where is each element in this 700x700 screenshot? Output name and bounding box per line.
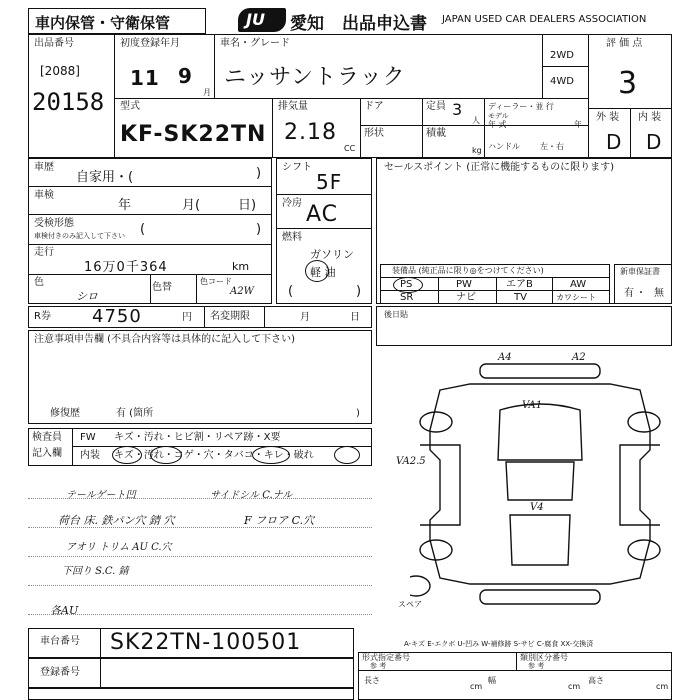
reg-number-label: 登録番号 [40, 667, 80, 678]
mark-circle [252, 446, 290, 464]
note-line-2b: F フロア C.穴 [244, 514, 315, 527]
equip-tv: TV [514, 292, 527, 303]
mileage-unit: km [232, 260, 250, 273]
repair-value: 有 (箇所 [116, 408, 154, 419]
note-line-3: アオリ トリム AU C.穴 [66, 542, 172, 553]
displacement-value: 2.18 [284, 120, 337, 145]
repair-label: 修復歴 [50, 408, 80, 419]
equip-ps-circle [393, 277, 423, 293]
mark-a2: A2 [572, 352, 586, 363]
rear-sticker-label: 後日貼 [384, 310, 408, 319]
width-label: 幅 [488, 676, 496, 685]
deadline-label: 名変期限 [210, 311, 250, 322]
capacity-unit: 人 [472, 116, 480, 125]
rear-sticker-box [376, 306, 672, 346]
model-type-label: 型式 [120, 101, 140, 112]
mark-circle [150, 446, 182, 464]
displacement-unit: CC [344, 144, 356, 153]
inspection-month: 月( [182, 198, 201, 213]
fuel-close: ) [356, 284, 362, 299]
load-unit: kg [472, 146, 482, 155]
aircon-label: 冷房 [282, 198, 302, 209]
damage-diagram [410, 350, 670, 620]
color-label: 色 [34, 277, 44, 288]
damage-legend: A-キズ E-エクボ U-凹み W-補修跡 S-サビ C-腐食 XX-交換済 [404, 640, 594, 648]
acceptance-note: 車検付きのみ記入して下さい [34, 232, 125, 240]
score-label: 評 価 点 [606, 38, 643, 49]
fuel-open: ( [288, 284, 294, 299]
registration-month: 9 [178, 64, 193, 88]
length-label: 長さ [364, 676, 380, 685]
ref-label-2: 参 考 [528, 662, 545, 670]
year-unit: 年 [574, 120, 582, 129]
ju-logo [238, 8, 286, 32]
interior-label: 内 装 [638, 112, 662, 123]
deadline-month: 月 [300, 312, 310, 323]
exterior-grade: D [606, 130, 623, 154]
shift-label: シフト [282, 162, 312, 173]
warranty-yes: 有 [624, 288, 634, 299]
height-unit: cm [656, 682, 669, 691]
equip-aw: AW [570, 279, 587, 290]
mark-a4: A4 [498, 352, 512, 363]
color-code: A2W [230, 286, 254, 297]
venue-name: 愛知 [290, 14, 324, 34]
aircon-value: AC [306, 202, 339, 227]
inspection-day: 日) [238, 198, 257, 213]
mark-va2: VA2.5 [396, 456, 426, 467]
fuel-diesel: 軽 油 [310, 266, 336, 279]
inspection-year: 年 [118, 198, 132, 213]
history-close: ) [256, 166, 262, 181]
mark-va1: VA1 [522, 400, 543, 411]
storage-type: 車内保管・守衛保管 [35, 14, 171, 32]
interior-grade: D [646, 130, 663, 154]
width-unit: cm [568, 682, 581, 691]
repair-close: ) [356, 408, 360, 419]
note-line-4: 下回り S.C. 錆 [62, 566, 129, 577]
capacity-label: 定員 [426, 101, 446, 112]
history-label: 車歴 [34, 162, 54, 173]
history-value: 自家用・( [76, 170, 134, 185]
model-year-label: 年 式 [488, 120, 507, 129]
category-number-label: 類別区分番号 [520, 653, 568, 662]
equip-sr: SR [400, 292, 414, 303]
inspector-label-1: 検査員 [32, 432, 62, 443]
inspector-label-2: 記入欄 [32, 448, 62, 459]
interior-check-items: キズ・汚れ・コゲ・穴・タバコ・キレ・破れ [114, 450, 314, 461]
first-registration-label: 初度登録年月 [120, 38, 180, 49]
type-designation-label: 形式指定番号 [362, 653, 410, 662]
lot-label: 出品番号 [34, 38, 74, 49]
warranty-no: 無 [654, 288, 664, 299]
bottom-row [28, 688, 354, 700]
equipment-label: 装備品 (純正品に限り◎をつけてください) [392, 266, 544, 275]
exterior-label: 外 装 [596, 112, 620, 123]
note-line-1a: テールゲート凹 [66, 490, 136, 501]
mileage-label: 走行 [34, 247, 54, 258]
recycle-value: 4750 [92, 306, 142, 327]
recycle-row [28, 306, 372, 328]
lot-sub-number: [2088] [40, 64, 80, 78]
fw-label: FW [80, 432, 96, 443]
note-line-2a: 荷台 床. 鉄パン穴 錆 穴 [58, 514, 175, 527]
car-name-value: ニッサントラック [224, 65, 406, 90]
drive-2wd: 2WD [550, 50, 574, 61]
color-code-label: 色コード [200, 277, 232, 286]
fw-items: キズ・汚れ・ヒビ割・リペア跡・X要 [114, 432, 281, 443]
registration-year: 11 [130, 66, 160, 90]
equip-ps: PS [400, 279, 413, 290]
acceptance-close: ) [256, 222, 262, 237]
chassis-value: SK22TN-100501 [110, 630, 302, 655]
load-label: 積載 [426, 128, 446, 139]
handle-label: ハンドル [488, 142, 520, 151]
acceptance-label: 受検形態 [34, 218, 74, 229]
notes-label: 注意事項申告欄 (不具合内容等は具体的に記入して下さい) [34, 334, 295, 345]
displacement-label: 排気量 [278, 101, 308, 112]
shift-value: 5F [316, 170, 343, 194]
equip-airbag: エアB [506, 279, 533, 290]
car-name-label: 車名・グレード [220, 38, 290, 49]
fuel-gasoline: ガソリン [310, 248, 354, 261]
equip-pw: PW [456, 279, 472, 290]
note-line-1b: サイドシル C.ナル [210, 490, 293, 501]
ju-logo-text: JU [246, 10, 265, 29]
model-year-small: モデル [488, 112, 509, 120]
handle-options: 左・右 [540, 142, 564, 151]
height-label: 高さ [588, 676, 604, 685]
ref-label-1: 参 考 [370, 662, 387, 670]
model-type-value: KF-SK22TN [120, 122, 267, 147]
fuel-circle-mark [305, 260, 329, 282]
note-line-5: 各AU [50, 604, 79, 617]
mark-circle [334, 446, 360, 464]
warranty-dot: ・ [636, 288, 646, 299]
sales-points-label: セールスポイント (正常に機能するものに限ります) [384, 162, 615, 173]
equip-seat: カワシート [556, 293, 596, 302]
length-unit: cm [470, 682, 483, 691]
recycle-unit: 円 [182, 312, 192, 323]
lot-number: 20158 [32, 88, 105, 116]
shape-label: 形状 [364, 128, 384, 139]
mileage-value: 16万0千364 [84, 260, 168, 275]
chassis-label: 車台番号 [40, 636, 80, 647]
storage-type-box [28, 8, 206, 34]
mark-circle [112, 446, 142, 464]
deadline-day: 日 [350, 312, 360, 323]
recycle-label: R券 [34, 311, 51, 322]
warranty-label: 新車保証書 [620, 267, 660, 276]
color-value: シロ [76, 290, 98, 303]
score-value: 3 [618, 66, 639, 101]
color-change-label: 色替 [152, 282, 172, 293]
association-name: JAPAN USED CAR DEALERS ASSOCIATION [442, 14, 647, 25]
acceptance-open: ( [140, 222, 146, 237]
equip-navi: ナビ [456, 292, 476, 303]
mark-v4: V4 [530, 502, 544, 513]
drive-4wd: 4WD [550, 76, 574, 87]
fuel-label: 燃料 [282, 232, 302, 243]
form-title: 出品申込書 [342, 14, 427, 34]
inspection-label: 車検 [34, 190, 54, 201]
interior-check-label: 内装 [80, 450, 100, 461]
dealer-label: ディーラー・並 行 [488, 102, 554, 111]
spare-label: スペア [398, 600, 422, 609]
capacity-value: 3 [452, 100, 464, 119]
doors-label: ドア [364, 101, 384, 112]
month-unit: 月 [203, 88, 211, 97]
